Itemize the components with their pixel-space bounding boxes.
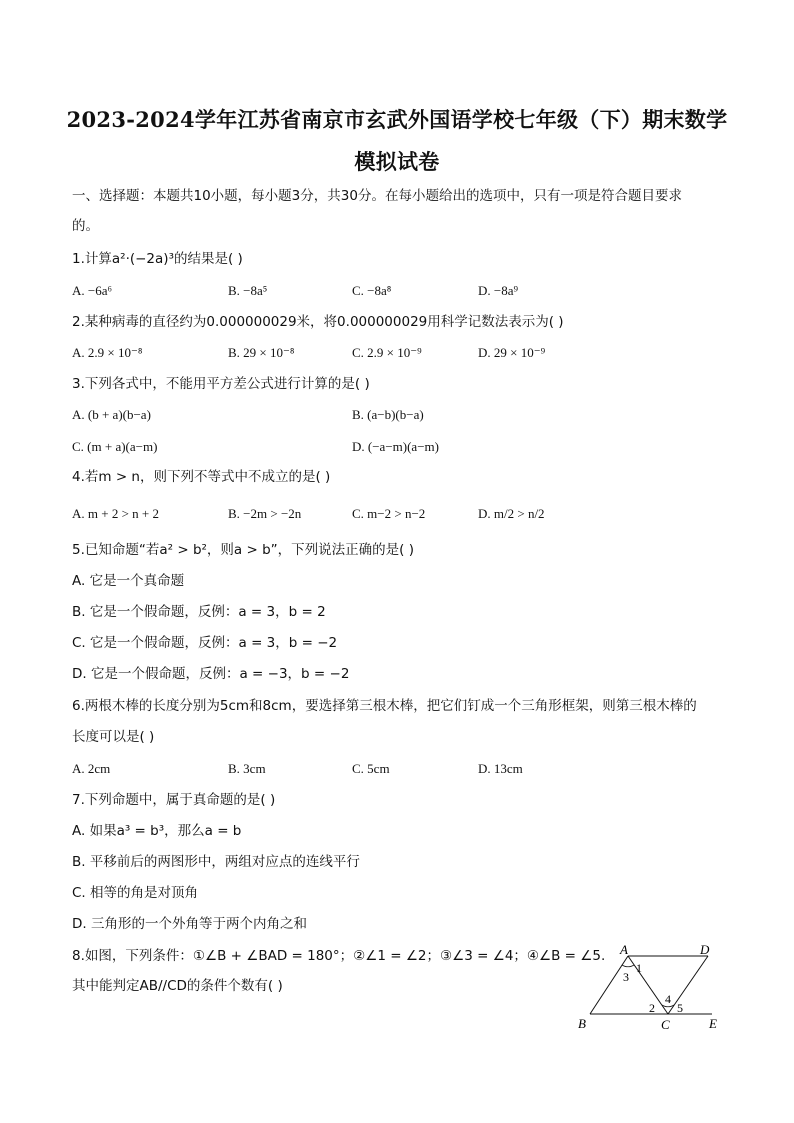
angle-label-4: 4 (665, 992, 671, 1006)
angle-label-5: 5 (677, 1001, 683, 1015)
q5-option-c: C. 它是一个假命题，反例：a = 3，b = −2 (72, 635, 338, 651)
q4-option-d: D. m/2 > n/2 (478, 506, 545, 521)
label-d: D (700, 942, 710, 957)
q7-option-a: A. 如果a³ = b³，那么a = b (72, 823, 242, 839)
question-8-stem-line2: 其中能判定AB//CD的条件个数有( ) (72, 978, 283, 994)
question-4-stem: 4.若m > n，则下列不等式中不成立的是( ) (72, 469, 331, 485)
q3-option-d: D. (−a−m)(a−m) (352, 439, 439, 454)
question-7-stem: 7.下列命题中，属于真命题的是( ) (72, 792, 276, 808)
q2-option-a: A. 2.9 × 10⁻⁸ (72, 345, 143, 360)
angle-label-3: 3 (623, 970, 629, 984)
q3-option-c: C. (m + a)(a−m) (72, 439, 158, 454)
angle-arc-a (622, 965, 634, 967)
label-e: E (709, 1016, 717, 1031)
q1-option-b: B. −8a⁵ (228, 283, 268, 298)
question-3-stem: 3.下列各式中，不能用平方差公式进行计算的是( ) (72, 376, 370, 392)
q5-option-a: A. 它是一个真命题 (72, 573, 185, 589)
question-6-stem-line2: 长度可以是( ) (72, 729, 155, 745)
q1-option-c: C. −8a⁸ (352, 283, 392, 298)
q2-option-d: D. 29 × 10⁻⁹ (478, 345, 546, 360)
question-1-stem: 1.计算a²·(−2a)³的结果是( ) (72, 251, 243, 267)
question-8-stem-line1: 8.如图，下列条件：①∠B + ∠BAD = 180°；②∠1 = ∠2；③∠3 = ∠4；④∠B = ∠5. (72, 948, 606, 964)
q2-option-c: C. 2.9 × 10⁻⁹ (352, 345, 422, 360)
page-title-line1: 2023-2024学年江苏省南京市玄武外国语学校七年级（下）期末数学 (66, 107, 728, 132)
q6-option-c: C. 5cm (352, 761, 390, 776)
q6-option-d: D. 13cm (478, 761, 523, 776)
section-instructions-line1: 一、选择题：本题共10小题，每小题3分，共30分。在每小题给出的选项中，只有一项是符合题目要求 (72, 188, 682, 204)
label-a: A (620, 942, 628, 957)
question-5-stem: 5.已知命题“若a² > b²，则a > b”，下列说法正确的是( ) (72, 542, 414, 558)
label-c: C (661, 1017, 670, 1032)
angle-label-1: 1 (636, 961, 642, 975)
question-2-stem: 2.某种病毒的直径约为0.000000029米，将0.000000029用科学记数法表示为( ) (72, 314, 564, 330)
q7-option-b: B. 平移前后的两图形中，两组对应点的连线平行 (72, 854, 360, 870)
angle-label-2: 2 (649, 1001, 655, 1015)
q1-option-d: D. −8a⁹ (478, 283, 519, 298)
q3-option-a: A. (b + a)(b−a) (72, 407, 151, 422)
q7-option-c: C. 相等的角是对顶角 (72, 885, 199, 901)
label-b: B (578, 1016, 586, 1031)
q4-option-b: B. −2m > −2n (228, 506, 302, 521)
q4-option-c: C. m−2 > n−2 (352, 506, 426, 521)
page-title-line2: 模拟试卷 (354, 149, 440, 174)
q4-option-a: A. m + 2 > n + 2 (72, 506, 159, 521)
question-6-stem-line1: 6.两根木棒的长度分别为5cm和8cm，要选择第三根木棒，把它们钉成一个三角形框架，则第三根木棒的 (72, 698, 697, 714)
q5-option-b: B. 它是一个假命题，反例：a = 3，b = 2 (72, 604, 326, 620)
q6-option-a: A. 2cm (72, 761, 111, 776)
q1-option-a: A. −6a⁶ (72, 283, 113, 298)
q5-option-d: D. 它是一个假命题，反例：a = −3，b = −2 (72, 666, 350, 682)
parallelogram-figure (570, 940, 730, 1035)
q7-option-d: D. 三角形的一个外角等于两个内角之和 (72, 916, 307, 932)
section-instructions-line2: 的。 (72, 218, 99, 234)
q3-option-b: B. (a−b)(b−a) (352, 407, 424, 422)
q2-option-b: B. 29 × 10⁻⁸ (228, 345, 295, 360)
q6-option-b: B. 3cm (228, 761, 266, 776)
segment-ab (590, 956, 628, 1014)
